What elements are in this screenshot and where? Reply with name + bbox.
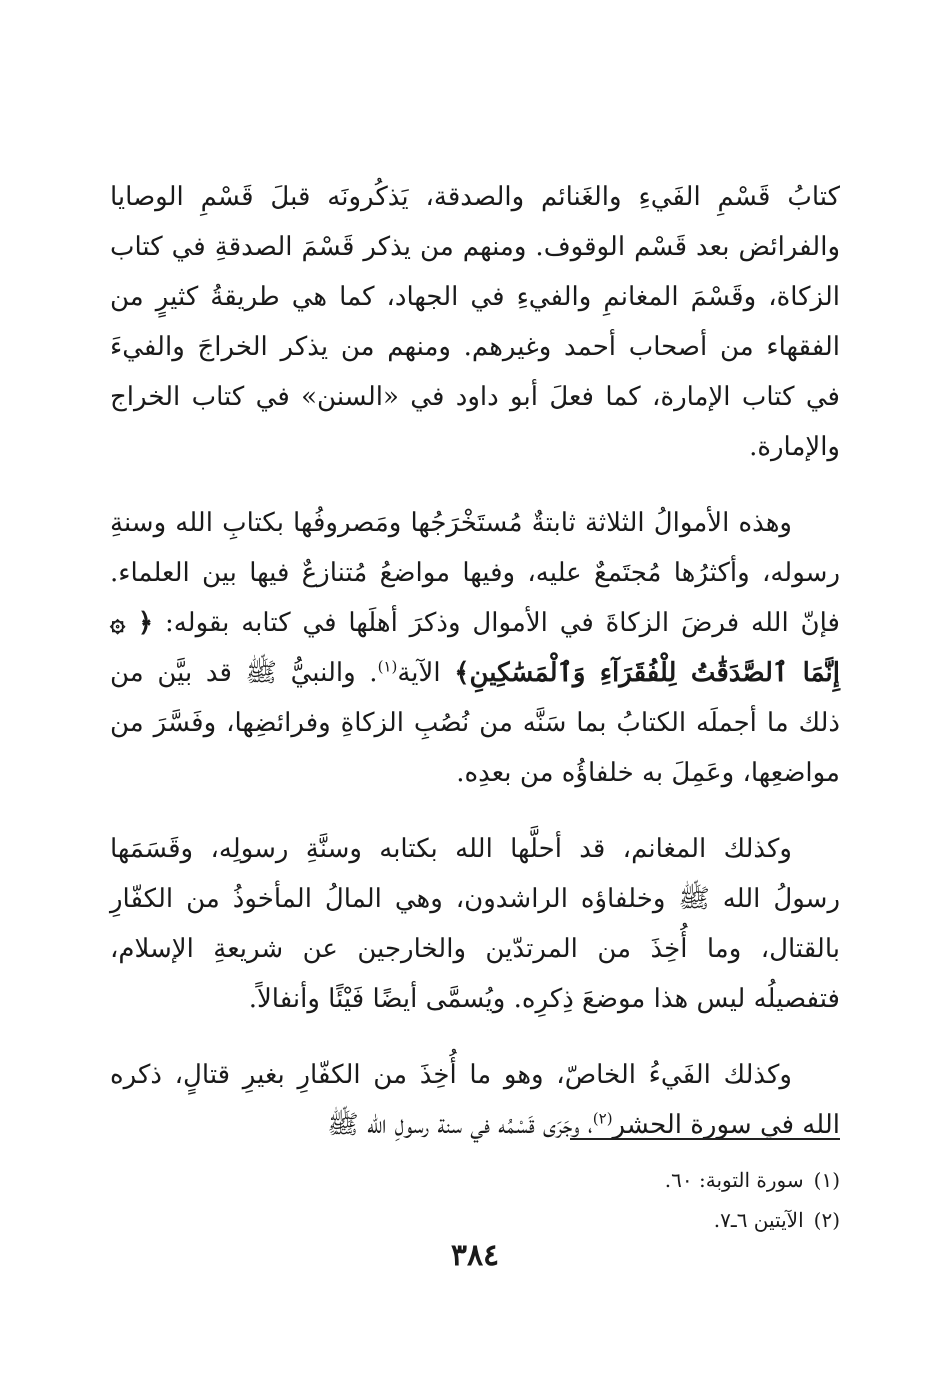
footnote-1-text: سورة التوبة: ٦٠.: [664, 1168, 804, 1192]
footnote-divider: [570, 1138, 840, 1140]
footnote-2: [500, 1200, 840, 1240]
paragraph-2: [110, 498, 840, 798]
paragraph-1: كتابُ قَسْمِ الفَيءِ والغَنائم والصدقة، يَذكُرونَه قبلَ قَسْمِ الوصايا والفرائض بعد قَسْم الوقوف. ومنهم من يذكر قَسْمَ الصدقةِ في كتاب الزكاة، وقَسْمَ المغانمِ والفيءِ في الجهاد، كما هي طريقةُ كثيرٍ من الفقهاء من أصحاب أحمد وغيرهم. ومنهم من يذكر الخراجَ والفيءَ في كتاب الإمارة، كما فعلَ أبو داود في «السنن» في كتاب الخراج والإمارة.: [110, 182, 840, 462]
quran-verse: ﴿ ۞ إِنَّمَا ٱلصَّدَقَٰتُ لِلْفُقَرَآءِ وَٱلْمَسَٰكِينِ﴾: [110, 608, 840, 688]
paragraph-4: [110, 1050, 840, 1150]
footnote-1-number: (١): [813, 1168, 840, 1192]
footnote-mark-1: (١): [377, 657, 398, 676]
footnote-2-number: (٢): [813, 1208, 840, 1232]
footnotes: [500, 1160, 840, 1240]
footnote-2-text: الآيتين ٦ـ٧.: [713, 1208, 804, 1232]
page-body: [110, 172, 840, 1150]
page-number: ٣٨٤: [450, 1238, 500, 1273]
footnote-1: [500, 1160, 840, 1200]
paragraph-4-text-end: ، وجَرَى قَسْمُه في سنة رسولِ الله ﷺ: [327, 1110, 593, 1140]
paragraph-2-text-end: . والنبيُّ ﷺ قد بيَّن من ذلك ما أجملَه الكتابُ بما سَنَّه من نُصُبِ الزكاةِ وفرائضِها، وفَسَّرَ من مواضعِها، وعَمِلَ به خلفاؤُه من بعدِه.: [110, 658, 840, 788]
footnote-mark-2: (٢): [592, 1109, 613, 1128]
paragraph-3: وكذلك المغانم، قد أحلَّها الله بكتابه وسنَّةِ رسولِه، وقَسَمَها رسولُ الله ﷺ وخلفاؤه الراشدون، وهي المالُ المأخوذُ من الكفّارِ بالقتال، وما أُخِذَ من المرتدّين والخارجين عن شريعةِ الإسلام، فتفصيلُه ليس هذا موضعَ ذِكرِه. ويُسمَّى أيضًا فَيْئًا وأنفالاً.: [110, 834, 841, 1014]
paragraph-4-text: وكذلك الفَيءُ الخاصّ، وهو ما أُخِذَ من الكفّارِ بغيرِ قتالٍ، ذكره الله في سورة الحشر: [110, 1060, 840, 1140]
paragraph-2-aya: الآية: [397, 658, 455, 688]
paragraph-2-text: وهذه الأموالُ الثلاثة ثابتةٌ مُستَخْرَجُها ومَصروفُها بكتابِ الله وسنةِ رسوله، وأكثرُها مُجتَمعٌ عليه، وفيها مواضعُ مُتنازعٌ فيها بين العلماء. فإنّ الله فرضَ الزكاةَ في الأموال وذكرَ أهلَها في كتابه بقوله:: [110, 508, 840, 638]
